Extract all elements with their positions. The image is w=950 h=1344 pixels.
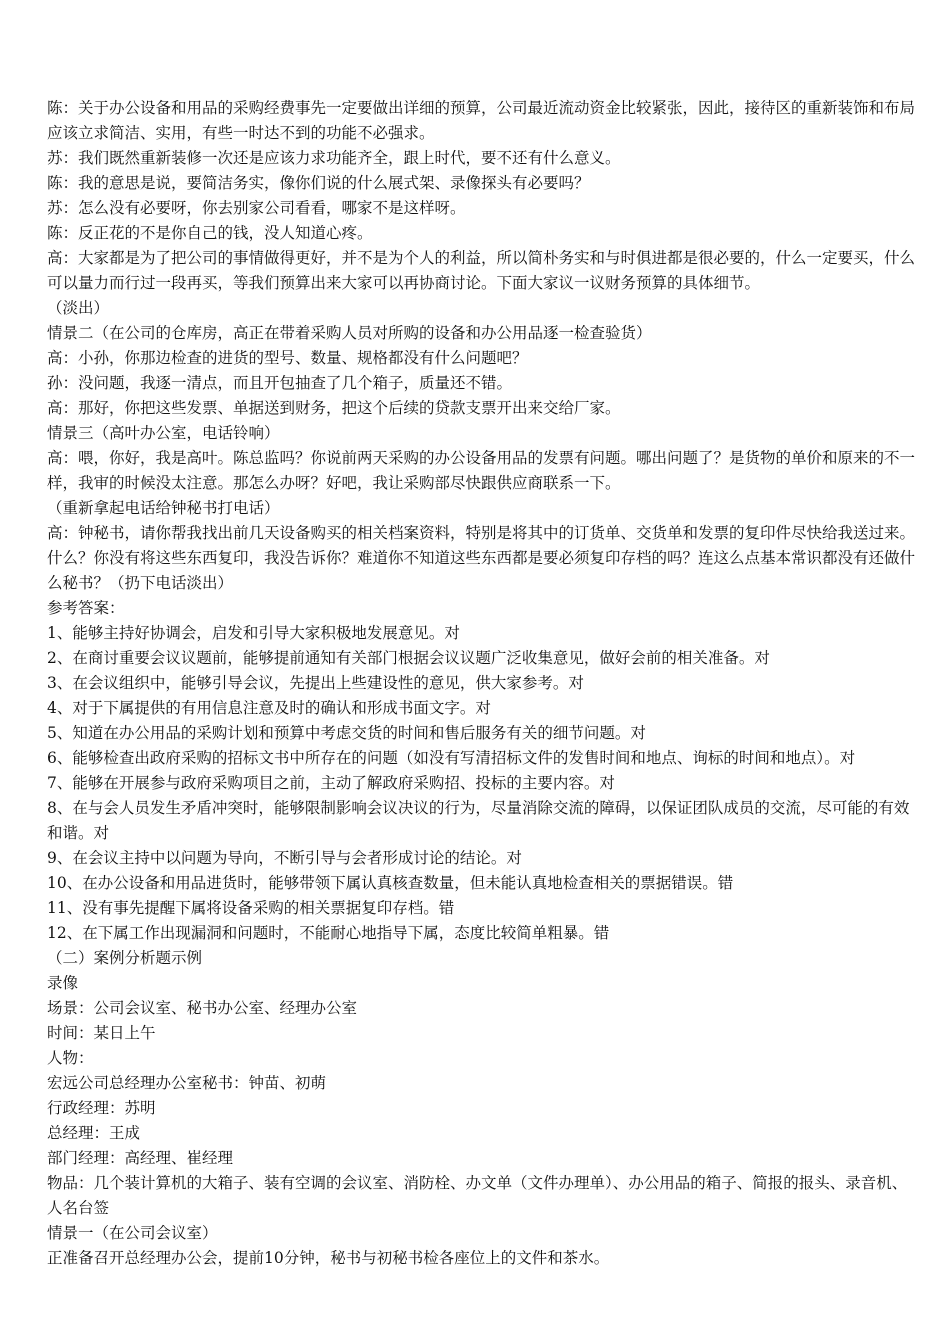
- section-heading: 参考答案：: [47, 599, 125, 617]
- info-line: 宏远公司总经理办公室秘书：钟苗、初萌: [47, 1074, 327, 1092]
- answer-item: 11、没有事先提醒下属将设备采购的相关票据复印存档。错: [47, 899, 455, 917]
- dialogue-line: 高：钟秘书，请你帮我找出前几天设备购买的相关档案资料，特别是将其中的订货单、交货单和发票的复印件尽快给我送过来。什么？你没有将这些东西复印，我没告诉你？难道你不知道这些东西都是要必须复印存档的吗？连这么点基本常识都没有还做什么秘书？（扔下电话淡出）: [47, 524, 916, 592]
- info-line: 总经理：王成: [47, 1124, 141, 1142]
- answer-item: 3、在会议组织中，能够引导会议，先提出上些建设性的意见，供大家参考。对: [47, 674, 584, 692]
- dialogue-line: 孙：没问题，我逐一清点，而且开包抽查了几个箱子，质量还不错。: [47, 374, 513, 392]
- dialogue-line: 陈：反正花的不是你自己的钱，没人知道心疼。: [47, 224, 373, 242]
- answer-item: 7、能够在开展参与政府采购项目之前，主动了解政府采购招、投标的主要内容。对: [47, 774, 615, 792]
- answer-item: 1、能够主持好协调会，启发和引导大家积极地发展意见。对: [47, 624, 460, 642]
- answer-item: 2、在商讨重要会议议题前，能够提前通知有关部门根据会议议题广泛收集意见，做好会前的相关准备。对: [47, 649, 770, 667]
- info-line: 物品：几个装计算机的大箱子、装有空调的会议室、消防栓、办文单（文件办理单）、办公用品的箱子、简报的报头、录音机、人名台签: [47, 1174, 908, 1217]
- dialogue-line: 高：喂，你好，我是高叶。陈总监吗？你说前两天采购的办公设备用品的发票有问题。哪出问题了？是货物的单价和原来的不一样，我审的时候没太注意。那怎么办呀？好吧，我让采购部尽快跟供应商联系一下。: [47, 449, 916, 492]
- answer-item: 4、对于下属提供的有用信息注意及时的确认和形成书面文字。对: [47, 699, 491, 717]
- answer-item: 8、在与会人员发生矛盾冲突时，能够限制影响会议决议的行为，尽量消除交流的障碍，以保证团队成员的交流，尽可能的有效和谐。对: [47, 799, 910, 842]
- answer-item: 12、在下属工作出现漏洞和问题时，不能耐心地指导下属，态度比较简单粗暴。错: [47, 924, 610, 942]
- dialogue-line: 高：小孙，你那边检查的进货的型号、数量、规格都没有什么问题吧？: [47, 349, 528, 367]
- stage-direction: （淡出）: [47, 299, 110, 317]
- stage-direction: （重新拿起电话给钟秘书打电话）: [47, 499, 280, 517]
- dialogue-line: 高：那好，你把这些发票、单据送到财务，把这个后续的贷款支票开出来交给厂家。: [47, 399, 621, 417]
- document-page: [47, 96, 917, 1271]
- info-line: 场景：公司会议室、秘书办公室、经理办公室: [47, 999, 358, 1017]
- dialogue-line: 苏：我们既然重新装修一次还是应该力求功能齐全，跟上时代，要不还有什么意义。: [47, 149, 621, 167]
- section-heading: （二）案例分析题示例: [47, 949, 203, 967]
- scene-heading: 情景二（在公司的仓库房，高正在带着采购人员对所购的设备和办公用品逐一检查验货）: [47, 324, 652, 342]
- scene-heading: 情景三（高叶办公室，电话铃响）: [47, 424, 280, 442]
- answer-item: 10、在办公设备和用品进货时，能够带领下属认真核查数量，但未能认真地检查相关的票据错误。错: [47, 874, 734, 892]
- info-line: 行政经理：苏明: [47, 1099, 156, 1117]
- info-line: 人物：: [47, 1049, 94, 1067]
- dialogue-line: 苏：怎么没有必要呀，你去别家公司看看，哪家不是这样呀。: [47, 199, 466, 217]
- answer-item: 6、能够检查出政府采购的招标文书中所存在的问题（如没有写清招标文件的发售时间和地点、询标的时间和地点）。对: [47, 749, 856, 767]
- info-line: 部门经理：高经理、崔经理: [47, 1149, 234, 1167]
- answer-item: 9、在会议主持中以问题为导向，不断引导与会者形成讨论的结论。对: [47, 849, 522, 867]
- dialogue-line: 陈：关于办公设备和用品的采购经费事先一定要做出详细的预算，公司最近流动资金比较紧张，因此，接待区的重新装饰和布局应该立求简洁、实用，有些一时达不到的功能不必强求。: [47, 99, 916, 142]
- section-heading: 录像: [47, 974, 79, 992]
- info-line: 时间：某日上午: [47, 1024, 156, 1042]
- scene-heading: 情景一（在公司会议室）: [47, 1224, 218, 1242]
- dialogue-line: 陈：我的意思是说，要简洁务实，像你们说的什么展式架、录像探头有必要吗？: [47, 174, 590, 192]
- narration-line: 正准备召开总经理办公会，提前10分钟，秘书与初秘书检各座位上的文件和茶水。: [47, 1249, 610, 1267]
- answer-item: 5、知道在办公用品的采购计划和预算中考虑交货的时间和售后服务有关的细节问题。对: [47, 724, 646, 742]
- dialogue-line: 高：大家都是为了把公司的事情做得更好，并不是为个人的利益，所以简朴务实和与时俱进都是很必要的，什么一定要买，什么可以量力而行过一段再买，等我们预算出来大家可以再协商讨论。下面大家议一议财务预算的具体细节。: [47, 249, 916, 292]
